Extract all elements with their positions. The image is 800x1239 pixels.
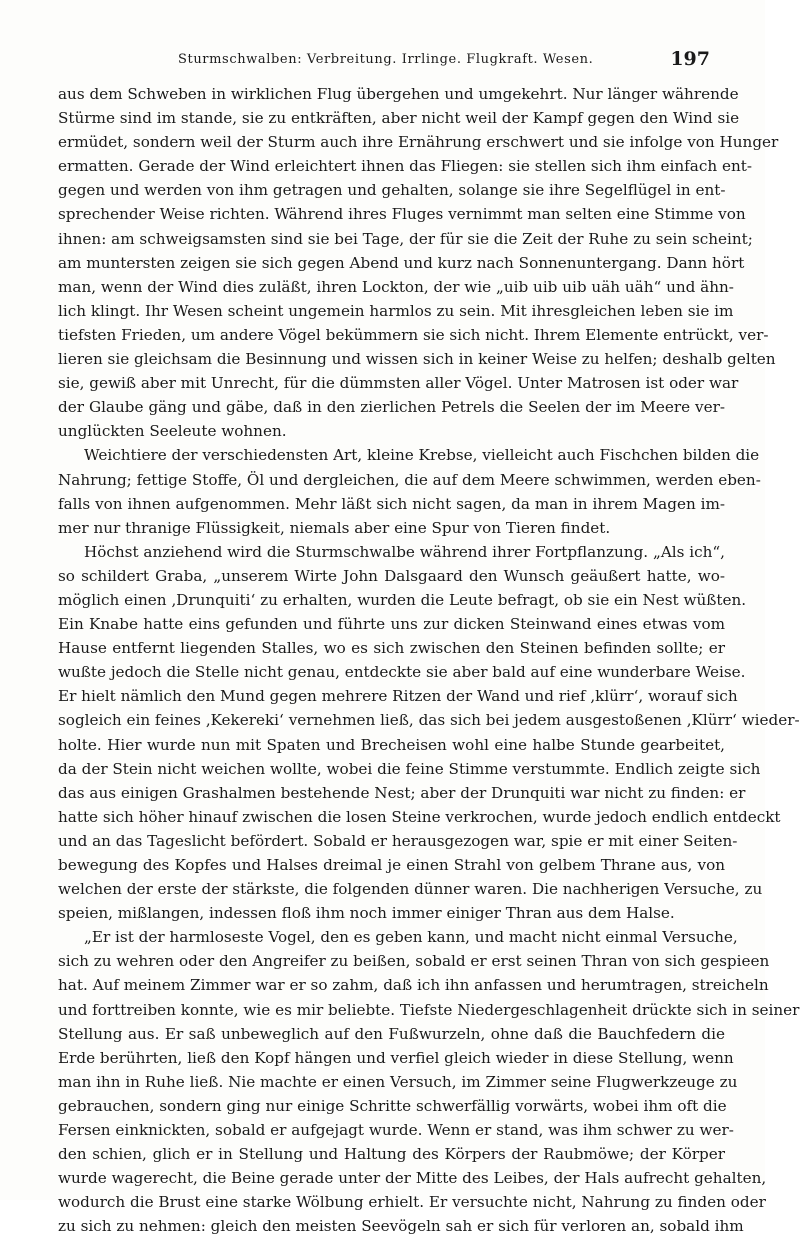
paragraph [58, 925, 800, 1238]
text-line: sogleich ein feines ‚Kekereki‘ vernehmen ließ, das sich bei jedem ausgestoßenen ‚Klürr‘ wieder- [58, 711, 800, 730]
paragraph [58, 82, 779, 443]
text-line: zu sich zu nehmen: gleich den meisten Seevögeln sah er sich für verloren an, sobald ihm [58, 1217, 744, 1236]
text-line: möglich einen ‚Drunquiti‘ zu erhalten, wurden die Leute befragt, ob sie ein Nest wüßten. [58, 590, 747, 609]
text-line: Weichtiere der verschiedensten Art, kleine Krebse, vielleicht auch Fischchen bilden die [84, 446, 760, 465]
text-line: welchen der erste der stärkste, die folgenden dünner waren. Die nachherigen Versuche, zu [58, 880, 763, 899]
text-line: aus dem Schweben in wirklichen Flug übergehen und umgekehrt. Nur länger währende [58, 85, 739, 103]
text-line: wußte jedoch die Stelle nicht genau, entdeckte sie aber bald auf eine wunderbare Weise. [58, 663, 746, 682]
text-line: am muntersten zeigen sie sich gegen Abend und kurz nach Sonnenuntergang. Dann hört [58, 253, 745, 272]
text-line: Höchst anziehend wird die Sturmschwalbe während ihrer Fortpflanzung. „Als ich“, [84, 542, 726, 561]
text-line: sie, gewiß aber mit Unrecht, für die dümmsten aller Vögel. Unter Matrosen ist oder war [58, 374, 739, 393]
text-line: ermüdet, sondern weil der Sturm auch ihre Ernährung erschwert und sie infolge von Hunger [58, 133, 779, 152]
text-line: wodurch die Brust eine starke Wölbung erhielt. Er versuchte nicht, Nahrung zu finden oder [58, 1193, 766, 1212]
text-line: da der Stein nicht weichen wollte, wobei die feine Stimme verstummte. Endlich zeigte sich [58, 759, 761, 778]
text-line: holte. Hier wurde nun mit Spaten und Brecheisen wohl eine halbe Stunde gearbeitet, [58, 735, 725, 754]
text-line: gebrauchen, sondern ging nur einige Schritte schwerfällig vorwärts, wobei ihm oft die [58, 1096, 727, 1115]
text-line: „Er ist der harmloseste Vogel, den es geben kann, und macht nicht einmal Versuche, [84, 928, 738, 947]
text-line: mer nur thranige Flüssigkeit, niemals aber eine Spur von Tieren findet. [58, 518, 611, 537]
text-line: der Glaube gäng und gäbe, daß in den zierlichen Petrels die Seelen der im Meere ver- [58, 398, 725, 417]
text-line: wurde wagerecht, die Beine gerade unter der Mitte des Leibes, der Hals aufrecht gehalten, [58, 1169, 767, 1188]
text-line: man ihn in Ruhe ließ. Nie machte er einen Versuch, im Zimmer seine Flugwerkzeuge zu [58, 1072, 738, 1091]
text-line: lich klingt. Ihr Wesen scheint ungemein harmlos zu sein. Mit ihresgleichen leben sie im [58, 301, 734, 320]
text-line: Stellung aus. Er saß unbeweglich auf den Fußwurzeln, ohne daß die Bauchfedern die [58, 1024, 725, 1043]
text-line: lieren sie gleichsam die Besinnung und wissen sich in keiner Weise zu helfen; deshalb gelten [58, 350, 776, 369]
text-line: Er hielt nämlich den Mund gegen mehrere Ritzen der Wand und rief ‚klürr‘, worauf sich [58, 687, 738, 706]
text-line: hat. Auf meinem Zimmer war er so zahm, daß ich ihn anfassen und herumtragen, streicheln [58, 976, 769, 995]
text-line: Stürme sind im stande, sie zu entkräften, aber nicht weil der Kampf gegen den Wind sie [58, 109, 740, 128]
text-line: den schien, glich er in Stellung und Haltung des Körpers der Raubmöwe; der Körper [58, 1145, 725, 1164]
text-line: Erde berührten, ließ den Kopf hängen und verfiel gleich wieder in diese Stellung, wenn [58, 1048, 734, 1067]
text-line: ermatten. Gerade der Wind erleichtert ihnen das Fliegen: sie stellen sich ihm einfach ent- [58, 157, 752, 176]
text-line: ihnen: am schweigsamsten sind sie bei Tage, der für sie die Zeit der Ruhe zu sein scheint; [58, 229, 753, 248]
text-line: speien, mißlangen, indessen floß ihm noch immer einiger Thran aus dem Halse. [58, 904, 675, 923]
text-line: gegen und werden von ihm getragen und gehalten, solange sie ihre Segelflügel in ent- [58, 181, 726, 200]
text-line: sprechender Weise richten. Während ihres Fluges vernimmt man selten eine Stimme von [58, 205, 746, 224]
text-line: und forttreiben konnte, wie es mir beliebte. Tiefste Niedergeschlagenheit drückte sich in seiner [58, 1000, 800, 1019]
text-line: unglückten Seeleute wohnen. [58, 422, 287, 441]
paragraph [58, 443, 761, 539]
text-line: sich zu wehren oder den Angreifer zu beißen, sobald er erst seinen Thran von sich gespieen [58, 952, 770, 971]
text-line: das aus einigen Grashalmen bestehende Nest; aber der Drunquiti war nicht zu finden: er [58, 783, 746, 802]
text-line: so schildert Graba, „unserem Wirte John Dalsgaard den Wunsch geäußert hatte, wo- [58, 566, 725, 585]
text-line: falls von ihnen aufgenommen. Mehr läßt sich nicht sagen, da man in ihrem Magen im- [58, 494, 725, 513]
text-line: und an das Tageslicht befördert. Sobald er herausgezogen war, spie er mit einer Seiten- [58, 831, 738, 850]
text-line: Nahrung; fettige Stoffe, Öl und dergleichen, die auf dem Meere schwimmen, werden eben- [58, 470, 761, 489]
running-title: Sturmschwalben: Verbreitung. Irrlinge. Flugkraft. Wesen. [178, 52, 594, 67]
paragraph [58, 540, 800, 926]
text-line: Ein Knabe hatte eins gefunden und führte uns zur dicken Steinwand eines etwas vom [58, 615, 725, 634]
text-line: Fersen einknickten, sobald er aufgejagt wurde. Wenn er stand, was ihm schwer zu wer- [58, 1121, 734, 1140]
text-line: man, wenn der Wind dies zuläßt, ihren Lockton, der wie „uib uib uib uäh uäh“ und ähn- [58, 277, 734, 296]
body-text [58, 82, 800, 1239]
running-head [60, 48, 710, 74]
text-line: Hause entfernt liegenden Stalles, wo es sich zwischen den Steinen befinden sollte; er [58, 639, 725, 658]
text-line: hatte sich höher hinauf zwischen die losen Steine verkrochen, wurde jedoch endlich entdeckt [58, 807, 781, 826]
text-line: bewegung des Kopfes und Halses dreimal je einen Strahl von gelbem Thrane aus, von [58, 856, 725, 874]
text-line: tiefsten Frieden, um andere Vögel bekümmern sie sich nicht. Ihrem Elemente entrückt, ver- [58, 325, 769, 344]
page-number: 197 [670, 48, 710, 70]
